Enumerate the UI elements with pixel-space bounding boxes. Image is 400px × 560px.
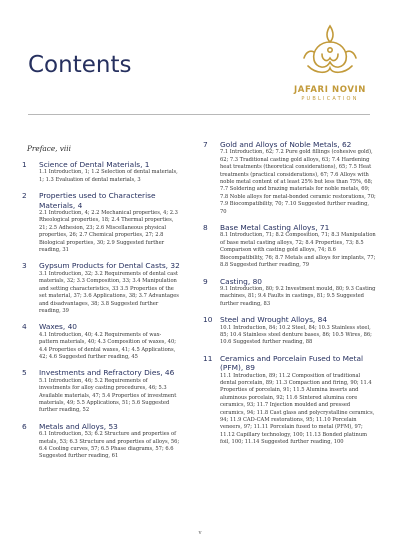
page-number: v bbox=[198, 530, 202, 536]
chapter-title: Ceramics and Porcelain Fused to Metal (PFM), 89 bbox=[220, 353, 364, 373]
chapter-sections: 9.1 Introduction, 80; 9.2 Investment mould, 80; 9.3 Casting machines, 81; 9.4 Faults in castings, 81; 9.5 Suggested further reading, 83 bbox=[220, 285, 376, 307]
chapter-number: 3 bbox=[22, 261, 27, 271]
chapter-number: 9 bbox=[203, 276, 208, 286]
chapter-title: Metals and Alloys, 53 bbox=[39, 421, 118, 431]
chapter-title: Investments and Refractory Dies, 46 bbox=[39, 368, 175, 378]
chapter-number: 6 bbox=[22, 421, 27, 431]
title-divider bbox=[28, 114, 370, 115]
chapter-sections: 11.1 Introduction, 89; 11.2 Composition of traditional dental porcelain, 89; 11.3 Compaction and firing, 90; 11.4 Properties of porcelain, 91; 11.5 Alumina inserts and aluminous porcelain, 92; 11.6 Sintered alumina core ceramics, 93; 11.7 Injection moulded and pressed ceramics, 94; 11.8 Cast glass and polycrystalline ceramics, 94; 11.9 CAD-CAM restorations, 95; 11.10 Porcelain veneers, 97; 11.11 Porcelain fused to metal (PFM), 97; 11.12 Capillary technology, 100; 11.13 Bonded platinum foil, 100; 11.14 Suggested further reading, 100 bbox=[220, 372, 375, 446]
chapter-number: 1 bbox=[22, 160, 27, 169]
chapter-title: Base Metal Casting Alloys, 71 bbox=[220, 223, 330, 233]
page-title: Contents bbox=[28, 52, 132, 78]
chapter-sections: 1.1 Introduction, 1; 1.2 Selection of dental materials, 1; 1.3 Evaluation of dental materials, 3 bbox=[39, 169, 178, 183]
toc-entry bbox=[22, 422, 180, 461]
logo-sub-text: PUBLICATION bbox=[301, 96, 359, 102]
toc-entry bbox=[22, 191, 180, 254]
toc-entry bbox=[203, 277, 376, 309]
chapter-title: Casting, 80 bbox=[220, 276, 262, 286]
chapter-title: Steel and Wrought Alloys, 84 bbox=[220, 315, 328, 325]
chapter-number: 5 bbox=[22, 368, 27, 378]
logo-emblem-icon bbox=[300, 22, 360, 82]
chapter-title: Science of Dental Materials, 1 bbox=[39, 160, 150, 169]
toc-entry bbox=[22, 160, 180, 184]
toc-entry bbox=[203, 140, 376, 216]
chapter-number: 8 bbox=[203, 223, 208, 233]
chapter-sections: 4.1 Introduction, 40; 4.2 Requirements of wax-pattern materials, 40; 4.3 Composition of waxes, 40; 4.4 Properties of dental waxes, 41; 4.5 Applications, 42; 4.6 Suggested further reading, 45 bbox=[39, 331, 176, 360]
toc-entry bbox=[22, 261, 180, 315]
toc-entry bbox=[203, 315, 376, 347]
toc-right-column bbox=[203, 140, 376, 454]
chapter-sections: 6.1 Introduction, 53; 6.2 Structure and properties of metals, 53; 6.3 Structure and properties of alloys, 56; 6.4 Cooling curves, 57; 6.5 Phase diagrams, 57; 6.6 Suggested further reading, 61 bbox=[39, 431, 180, 460]
toc-entry bbox=[203, 223, 376, 269]
chapter-sections: 3.1 Introduction, 32; 3.2 Requirements of dental cast materials, 32; 3.3 Composition, 33; 3.4 Manipulation and setting characteristics, 33 3.5 Properties of the set material, 37; 3.6 Applications, 38; 3.7 Advantages and disadvantages, 38; 3.8 Suggested further reading, 39 bbox=[39, 270, 179, 314]
chapter-sections: 7.1 Introduction, 62; 7.2 Pure gold fillings (cohesive gold), 62; 7.3 Traditional casting gold alloys, 63; 7.4 Hardening heat treatments (theoretical considerations), 65; 7.5 Heat treatments (practical considerations), 67; 7.6 Alloys with noble metal content of at least 25% but less than 75%, 68; 7.7 Soldering and brazing materials for noble metals, 69; 7.8 Noble alloys for metal-bonded ceramic restorations, 70; 7.9 Biocompatibility, 70; 7.10 Suggested further reading, 70 bbox=[220, 149, 376, 215]
chapter-title: Gypsum Products for Dental Casts, 32 bbox=[39, 261, 180, 271]
toc-left-column bbox=[22, 160, 180, 468]
chapter-title: Properties used to Characterise Materials, 4 bbox=[39, 191, 156, 210]
preface-entry: Preface, viii bbox=[27, 144, 71, 153]
chapter-number: 4 bbox=[22, 322, 27, 332]
toc-entry bbox=[203, 354, 376, 447]
toc-entry bbox=[22, 368, 180, 414]
chapter-sections: 8.1 Introduction, 71; 8.2 Composition, 71; 8.3 Manipulation of base metal casting alloys, 72; 8.4 Properties, 73; 8.5 Comparison with casting gold alloys, 74; 8.6 Biocompatibility, 76; 8.7 Metals and alloys for implants, 77; 8.8 Suggested further reading, 79 bbox=[220, 232, 376, 269]
publisher-logo bbox=[288, 22, 372, 106]
chapter-number: 11 bbox=[203, 353, 213, 363]
logo-brand-text: JAFARI NOVIN bbox=[294, 85, 366, 95]
chapter-sections: 5.1 Introduction, 46; 5.2 Requirements of investments for alloy casting procedures, 46; 5.3 Available materials, 47; 5.4 Properties of investment materials, 49; 5.5 Applications, 51; 5.6 Suggested further reading, 52 bbox=[39, 377, 177, 414]
chapter-number: 2 bbox=[22, 191, 27, 201]
chapter-sections: 10.1 Introduction, 84; 10.2 Steel, 84; 10.3 Stainless steel, 85; 10.4 Stainless steel denture bases, 86; 10.5 Wires, 86; 10.6 Suggested further reading, 88 bbox=[220, 324, 372, 346]
chapter-title: Waxes, 40 bbox=[39, 322, 78, 332]
toc-entry bbox=[22, 322, 180, 361]
chapter-title: Gold and Alloys of Noble Metals, 62 bbox=[220, 140, 352, 149]
chapter-number: 7 bbox=[203, 140, 208, 149]
chapter-number: 10 bbox=[203, 315, 213, 325]
chapter-sections: 2.1 Introduction, 4; 2.2 Mechanical properties, 4; 2.3 Rheological properties, 18; 2.4 Thermal properties, 21; 2.5 Adhesion, 23; 2.6 Miscellaneous physical properties, 26; 2.7 Chemical properties, 27; 2.8 Biological properties, 30; 2.9 Suggested further reading, 31 bbox=[39, 210, 178, 254]
